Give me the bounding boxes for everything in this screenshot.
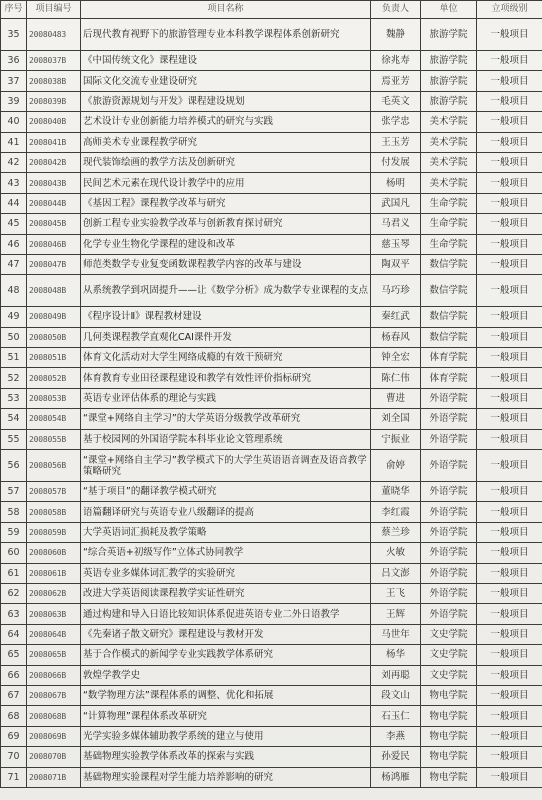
cell-seq: 45 [1, 214, 27, 234]
cell-unit: 外语学院 [421, 502, 477, 522]
cell-project-name: “课堂+网络自主学习”的大学英语分级教学改革研究 [81, 409, 371, 429]
cell-category: 一般项目 [477, 307, 542, 327]
cell-category: 一般项目 [477, 214, 542, 234]
cell-unit: 数信学院 [421, 327, 477, 347]
cell-category: 一般项目 [477, 624, 542, 644]
cell-category: 一般项目 [477, 368, 542, 388]
cell-unit: 物电学院 [421, 767, 477, 787]
table-row [1, 522, 542, 542]
cell-project-name: 体育文化活动对大学生网络成瘾的有效干预研究 [81, 348, 371, 368]
cell-unit: 外语学院 [421, 604, 477, 624]
cell-project-name: 民间艺术元素在现代设计教学中的应用 [81, 173, 371, 193]
cell-unit: 外语学院 [421, 409, 477, 429]
cell-seq: 55 [1, 429, 27, 449]
cell-seq: 52 [1, 368, 27, 388]
cell-unit: 旅游学院 [421, 91, 477, 111]
cell-project-name: “数学物理方法”课程体系的调整、优化和拓展 [81, 685, 371, 705]
cell-category: 一般项目 [477, 583, 542, 603]
cell-owner: 董晓华 [371, 482, 421, 502]
cell-project-number: 2008069B [27, 726, 81, 746]
cell-project-number: 2008041B [27, 132, 81, 152]
cell-category: 一般项目 [477, 327, 542, 347]
cell-project-name: 光学实验多媒体辅助教学系统的建立与使用 [81, 726, 371, 746]
cell-category: 一般项目 [477, 482, 542, 502]
cell-category: 一般项目 [477, 409, 542, 429]
cell-owner: 陶双平 [371, 254, 421, 274]
cell-project-number: 2008064B [27, 624, 81, 644]
cell-project-number: 2008055B [27, 429, 81, 449]
cell-project-name: 《基因工程》课程教学改革与研究 [81, 193, 371, 213]
table-row [1, 214, 542, 234]
cell-category: 一般项目 [477, 51, 542, 71]
cell-owner: 孙爱民 [371, 747, 421, 767]
table-row [1, 726, 542, 746]
table-row [1, 604, 542, 624]
cell-project-name: 创新工程专业实验教学改革与创新教育探讨研究 [81, 214, 371, 234]
table-row [1, 685, 542, 705]
cell-project-number: 2008056B [27, 450, 81, 482]
header-seq: 序号 [1, 1, 27, 19]
cell-project-number: 2008065B [27, 645, 81, 665]
cell-seq: 49 [1, 307, 27, 327]
table-row [1, 71, 542, 91]
cell-owner: 段文山 [371, 685, 421, 705]
cell-seq: 44 [1, 193, 27, 213]
cell-project-number: 2008044B [27, 193, 81, 213]
cell-project-number: 2008052B [27, 368, 81, 388]
table-row [1, 275, 542, 307]
cell-project-number: 2008061B [27, 563, 81, 583]
cell-seq: 48 [1, 275, 27, 307]
cell-owner: 王玉芳 [371, 132, 421, 152]
table-row [1, 19, 542, 51]
cell-unit: 外语学院 [421, 522, 477, 542]
cell-category: 一般项目 [477, 388, 542, 408]
cell-project-name: 《先秦诸子散文研究》课程建设与教材开发 [81, 624, 371, 644]
cell-seq: 50 [1, 327, 27, 347]
cell-project-name: 敦煌学教学史 [81, 665, 371, 685]
cell-unit: 外语学院 [421, 429, 477, 449]
cell-seq: 62 [1, 583, 27, 603]
cell-category: 一般项目 [477, 91, 542, 111]
cell-seq: 43 [1, 173, 27, 193]
table-row [1, 388, 542, 408]
cell-project-name: 《中国传统文化》课程建设 [81, 51, 371, 71]
cell-seq: 70 [1, 747, 27, 767]
cell-project-number: 2008043B [27, 173, 81, 193]
cell-unit: 体育学院 [421, 348, 477, 368]
cell-project-number: 2008050B [27, 327, 81, 347]
cell-project-name: 语篇翻译研究与英语专业八级翻译的提高 [81, 502, 371, 522]
cell-unit: 文史学院 [421, 624, 477, 644]
cell-seq: 42 [1, 152, 27, 172]
cell-unit: 文史学院 [421, 645, 477, 665]
table-row [1, 665, 542, 685]
cell-unit: 旅游学院 [421, 51, 477, 71]
cell-owner: 石玉仁 [371, 706, 421, 726]
cell-category: 一般项目 [477, 19, 542, 51]
cell-project-name: 通过构建和导入日语比较知识体系促进英语专业二外日语教学 [81, 604, 371, 624]
cell-unit: 数信学院 [421, 307, 477, 327]
cell-seq: 58 [1, 502, 27, 522]
cell-category: 一般项目 [477, 747, 542, 767]
cell-project-number: 2008039B [27, 91, 81, 111]
cell-unit: 外语学院 [421, 583, 477, 603]
cell-owner: 杨明 [371, 173, 421, 193]
cell-seq: 47 [1, 254, 27, 274]
cell-unit: 生命学院 [421, 214, 477, 234]
cell-project-number: 2008045B [27, 214, 81, 234]
cell-category: 一般项目 [477, 71, 542, 91]
cell-project-name: 体育教育专业田径课程建设和教学有效性评价指标研究 [81, 368, 371, 388]
table-row [1, 91, 542, 111]
cell-owner: 俞婷 [371, 450, 421, 482]
cell-seq: 63 [1, 604, 27, 624]
header-owner: 负责人 [371, 1, 421, 19]
cell-unit: 数信学院 [421, 254, 477, 274]
cell-owner: 马君义 [371, 214, 421, 234]
cell-seq: 39 [1, 91, 27, 111]
table-row [1, 152, 542, 172]
cell-owner: 李燕 [371, 726, 421, 746]
cell-project-number: 2008042B [27, 152, 81, 172]
cell-category: 一般项目 [477, 502, 542, 522]
header-category: 立项级别 [477, 1, 542, 19]
cell-seq: 65 [1, 645, 27, 665]
table-row [1, 706, 542, 726]
table-row [1, 583, 542, 603]
table-row [1, 173, 542, 193]
cell-owner: 魏静 [371, 19, 421, 51]
table-row [1, 482, 542, 502]
cell-project-name: 高师美术专业课程教学研究 [81, 132, 371, 152]
cell-unit: 物电学院 [421, 685, 477, 705]
cell-project-number: 2008048B [27, 275, 81, 307]
cell-project-name: 基于校园网的外国语学院本科毕业论文管理系统 [81, 429, 371, 449]
cell-unit: 外语学院 [421, 450, 477, 482]
cell-project-name: 化学专业生物化学课程的建设和改革 [81, 234, 371, 254]
cell-project-number: 2008054B [27, 409, 81, 429]
cell-project-number: 2008047B [27, 254, 81, 274]
table-row [1, 450, 542, 482]
cell-project-number: 2008051B [27, 348, 81, 368]
cell-project-number: 2008068B [27, 706, 81, 726]
cell-owner: 毛英文 [371, 91, 421, 111]
cell-seq: 66 [1, 665, 27, 685]
cell-seq: 61 [1, 563, 27, 583]
cell-unit: 外语学院 [421, 543, 477, 563]
table-row [1, 112, 542, 132]
cell-project-name: 《旅游资源规划与开发》课程建设规划 [81, 91, 371, 111]
cell-category: 一般项目 [477, 450, 542, 482]
cell-project-name: 英语专业多媒体词汇教学的实验研究 [81, 563, 371, 583]
cell-project-number: 2008066B [27, 665, 81, 685]
header-unit: 单位 [421, 1, 477, 19]
cell-owner: 刘全国 [371, 409, 421, 429]
cell-category: 一般项目 [477, 173, 542, 193]
cell-project-number: 20080483 [27, 19, 81, 51]
cell-owner: 吕文澎 [371, 563, 421, 583]
cell-seq: 41 [1, 132, 27, 152]
cell-category: 一般项目 [477, 254, 542, 274]
table-row [1, 234, 542, 254]
cell-owner: 刘再聪 [371, 665, 421, 685]
cell-category: 一般项目 [477, 275, 542, 307]
table-row [1, 429, 542, 449]
cell-seq: 64 [1, 624, 27, 644]
cell-seq: 35 [1, 19, 27, 51]
cell-unit: 外语学院 [421, 563, 477, 583]
cell-project-name: 基础物理实验教学体系改革的探索与实践 [81, 747, 371, 767]
cell-seq: 60 [1, 543, 27, 563]
cell-seq: 37 [1, 71, 27, 91]
cell-project-number: 2008067B [27, 685, 81, 705]
table-row [1, 624, 542, 644]
cell-project-name: “综合英语+初级写作”立体式协同教学 [81, 543, 371, 563]
cell-unit: 美术学院 [421, 152, 477, 172]
cell-seq: 67 [1, 685, 27, 705]
cell-seq: 59 [1, 522, 27, 542]
cell-category: 一般项目 [477, 665, 542, 685]
cell-owner: 马世年 [371, 624, 421, 644]
cell-unit: 文史学院 [421, 665, 477, 685]
cell-seq: 68 [1, 706, 27, 726]
cell-category: 一般项目 [477, 348, 542, 368]
cell-project-number: 2008060B [27, 543, 81, 563]
cell-owner: 杨鸿雁 [371, 767, 421, 787]
cell-project-name: 《程序设计Ⅱ》课程教材建设 [81, 307, 371, 327]
cell-category: 一般项目 [477, 767, 542, 787]
table-row [1, 51, 542, 71]
cell-seq: 51 [1, 348, 27, 368]
cell-owner: 徐兆寿 [371, 51, 421, 71]
cell-unit: 外语学院 [421, 482, 477, 502]
cell-seq: 40 [1, 112, 27, 132]
cell-owner: 宁振业 [371, 429, 421, 449]
cell-owner: 马巧珍 [371, 275, 421, 307]
cell-seq: 46 [1, 234, 27, 254]
cell-category: 一般项目 [477, 563, 542, 583]
cell-project-number: 2008049B [27, 307, 81, 327]
cell-unit: 美术学院 [421, 173, 477, 193]
table-row [1, 645, 542, 665]
cell-project-name: “基于项目”的翻译教学模式研究 [81, 482, 371, 502]
cell-project-number: 2008071B [27, 767, 81, 787]
table-row [1, 747, 542, 767]
cell-project-name: 基于合作模式的新闻学专业实践教学体系研究 [81, 645, 371, 665]
cell-project-number: 2008059B [27, 522, 81, 542]
cell-project-name: “计算物理”课程体系改革研究 [81, 706, 371, 726]
cell-category: 一般项目 [477, 112, 542, 132]
cell-unit: 旅游学院 [421, 19, 477, 51]
cell-unit: 物电学院 [421, 726, 477, 746]
cell-unit: 物电学院 [421, 747, 477, 767]
table-row [1, 502, 542, 522]
cell-category: 一般项目 [477, 234, 542, 254]
cell-project-name: 艺术设计专业创新能力培养模式的研究与实践 [81, 112, 371, 132]
cell-project-name: 从系统教学到巩固提升——让《数学分析》成为数学专业课程的支点 [81, 275, 371, 307]
cell-category: 一般项目 [477, 152, 542, 172]
cell-project-number: 2008038B [27, 71, 81, 91]
cell-unit: 生命学院 [421, 193, 477, 213]
header-name: 项目名称 [81, 1, 371, 19]
cell-project-number: 2008057B [27, 482, 81, 502]
cell-project-name: 几何类课程教学直观化CAI课件开发 [81, 327, 371, 347]
cell-project-name: “课堂+网络自主学习”教学模式下的大学生英语语音调查及语音教学策略研究 [81, 450, 371, 482]
table-row [1, 327, 542, 347]
cell-seq: 53 [1, 388, 27, 408]
cell-category: 一般项目 [477, 543, 542, 563]
cell-unit: 旅游学院 [421, 71, 477, 91]
cell-project-name: 后现代教育视野下的旅游管理专业本科教学课程体系创新研究 [81, 19, 371, 51]
cell-owner: 张学忠 [371, 112, 421, 132]
cell-category: 一般项目 [477, 132, 542, 152]
cell-owner: 蔡兰珍 [371, 522, 421, 542]
cell-project-name: 师范类数学专业复变函数课程教学内容的改革与建设 [81, 254, 371, 274]
table-row [1, 767, 542, 787]
cell-owner: 曹进 [371, 388, 421, 408]
cell-project-name: 现代装饰绘画的教学方法及创新研究 [81, 152, 371, 172]
cell-owner: 李红霞 [371, 502, 421, 522]
table-row [1, 132, 542, 152]
cell-unit: 数信学院 [421, 275, 477, 307]
cell-seq: 69 [1, 726, 27, 746]
cell-owner: 武国凡 [371, 193, 421, 213]
cell-owner: 杨华 [371, 645, 421, 665]
cell-project-name: 改进大学英语阅读课程教学实证性研究 [81, 583, 371, 603]
cell-unit: 体育学院 [421, 368, 477, 388]
cell-owner: 王辉 [371, 604, 421, 624]
cell-project-number: 2008058B [27, 502, 81, 522]
cell-category: 一般项目 [477, 685, 542, 705]
cell-category: 一般项目 [477, 604, 542, 624]
cell-owner: 慈玉琴 [371, 234, 421, 254]
cell-owner: 陈仁伟 [371, 368, 421, 388]
table-row [1, 193, 542, 213]
cell-unit: 生命学院 [421, 234, 477, 254]
table-row [1, 348, 542, 368]
cell-category: 一般项目 [477, 193, 542, 213]
table-row [1, 409, 542, 429]
table-row [1, 368, 542, 388]
cell-project-number: 2008046B [27, 234, 81, 254]
cell-project-name: 基础物理实验课程对学生能力培养影响的研究 [81, 767, 371, 787]
cell-seq: 54 [1, 409, 27, 429]
cell-category: 一般项目 [477, 645, 542, 665]
table-row [1, 543, 542, 563]
table-row [1, 254, 542, 274]
cell-category: 一般项目 [477, 706, 542, 726]
cell-project-number: 2008053B [27, 388, 81, 408]
cell-project-number: 2008037B [27, 51, 81, 71]
cell-project-name: 大学英语词汇损耗及教学策略 [81, 522, 371, 542]
cell-category: 一般项目 [477, 429, 542, 449]
cell-seq: 71 [1, 767, 27, 787]
cell-project-number: 2008040B [27, 112, 81, 132]
cell-unit: 外语学院 [421, 388, 477, 408]
cell-project-name: 国际文化交流专业建设研究 [81, 71, 371, 91]
cell-unit: 美术学院 [421, 112, 477, 132]
table-row [1, 307, 542, 327]
cell-owner: 火敏 [371, 543, 421, 563]
cell-unit: 物电学院 [421, 706, 477, 726]
table-row [1, 563, 542, 583]
cell-seq: 36 [1, 51, 27, 71]
table-header-row [1, 1, 542, 19]
cell-project-name: 英语专业评估体系的理论与实践 [81, 388, 371, 408]
cell-category: 一般项目 [477, 522, 542, 542]
cell-owner: 王飞 [371, 583, 421, 603]
cell-owner: 钟全宏 [371, 348, 421, 368]
cell-project-number: 2008062B [27, 583, 81, 603]
cell-owner: 付发展 [371, 152, 421, 172]
cell-seq: 57 [1, 482, 27, 502]
cell-owner: 杨春风 [371, 327, 421, 347]
header-number: 项目编号 [27, 1, 81, 19]
cell-unit: 美术学院 [421, 132, 477, 152]
cell-owner: 秦红武 [371, 307, 421, 327]
cell-seq: 56 [1, 450, 27, 482]
cell-project-number: 2008063B [27, 604, 81, 624]
cell-owner: 焉亚芳 [371, 71, 421, 91]
cell-category: 一般项目 [477, 726, 542, 746]
cell-project-number: 2008070B [27, 747, 81, 767]
